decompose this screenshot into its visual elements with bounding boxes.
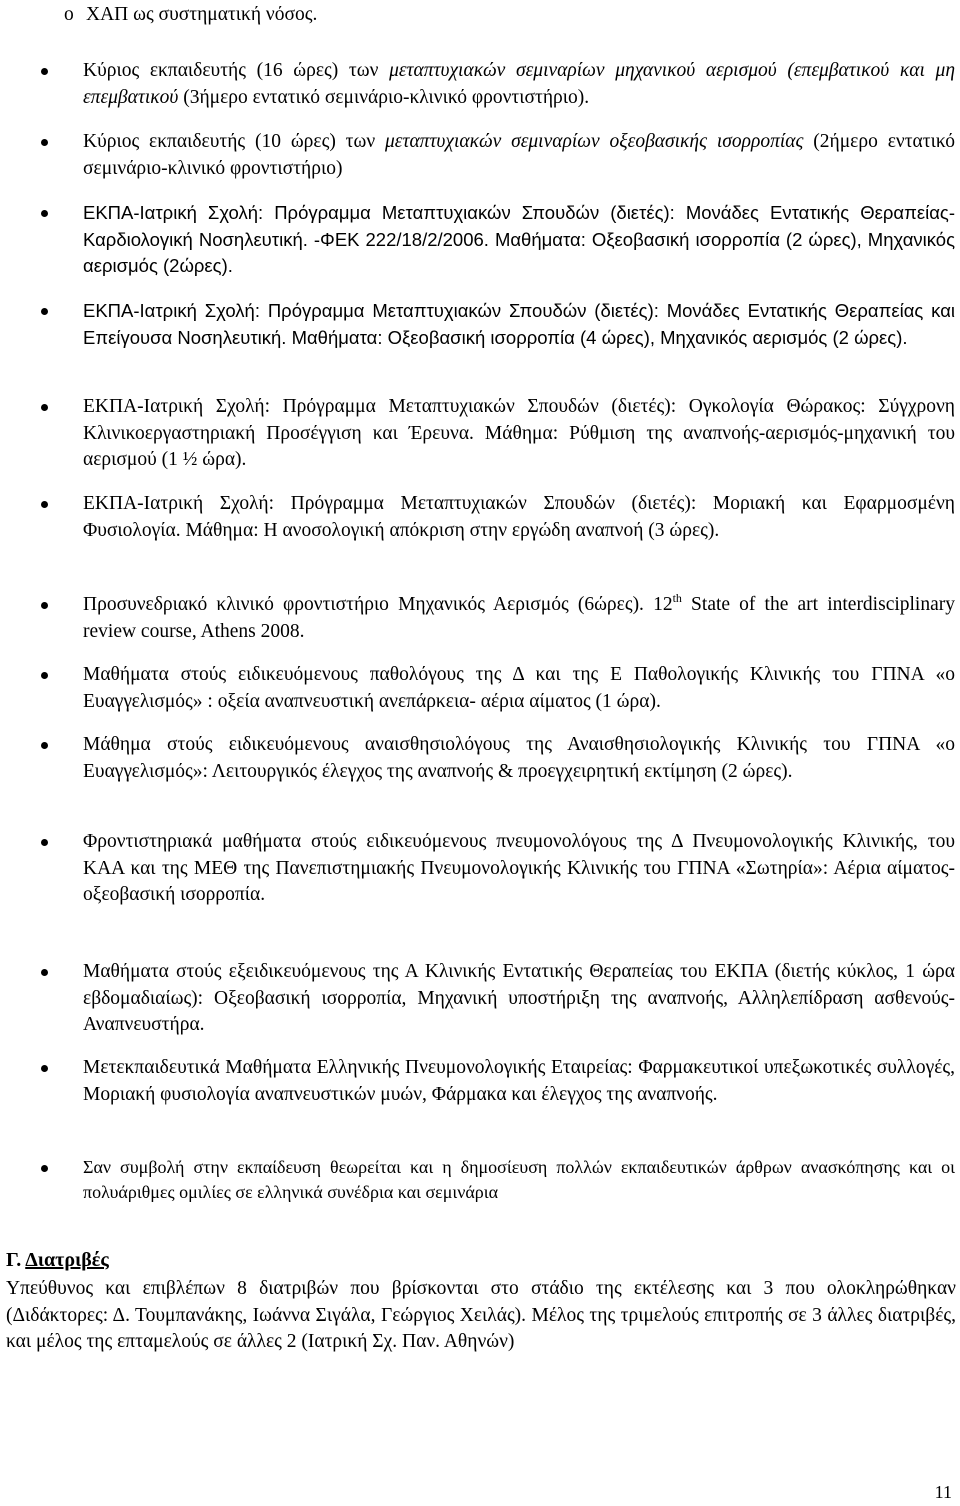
list-item: ΕΚΠΑ-Ιατρική Σχολή: Πρόγραμμα Μεταπτυχιακών Σπουδών (διετές): Μοριακή και Εφαρμοσμένη Φυσιολογία. Μάθημα: Η ανοσολογική απόκριση στην εργώδη αναπνοή (3 ώρες). xyxy=(83,491,955,544)
theses-paragraph: Υπεύθυνος και επιβλέπων 8 διατριβών που βρίσκονται στο στάδιο της εκτέλεσης και 3 που ολοκληρώθηκαν (Διδάκτορες: Δ. Τουμπανάκης, Ιωάννα Σιγάλα, Γεώργιος Χειλάς). Μέλος της τριμελούς επιτροπής σε 3 άλλες διατριβές, και μέλος της επταμελούς σε άλλες 2 (Ιατρική Σχ. Παν. Αθηνών) xyxy=(6,1278,956,1352)
section-title: Διατριβές xyxy=(25,1249,109,1271)
bullet-icon xyxy=(41,404,48,411)
list-item: Μαθήματα στούς εξειδικευόμενους της Α Κλινικής Εντατικής Θεραπείας του ΕΚΠΑ (διετής κύκλος, 1 ώρα εβδομαδιαίως): Οξεοβασική ισορροπία, Μηχανική υποστήριξη της αναπνοής, Αλληλεπίδραση ασθενούς- Αναπνευστήρα. xyxy=(83,959,955,1039)
circle-bullet-marker: o xyxy=(64,4,74,25)
bullet-icon xyxy=(41,1065,48,1072)
bullet-icon xyxy=(41,1165,48,1172)
bullet-icon xyxy=(41,602,48,609)
bullet-icon xyxy=(41,139,48,146)
list-item: ΕΚΠΑ-Ιατρική Σχολή: Πρόγραμμα Μεταπτυχιακών Σπουδών (διετές): Μονάδες Εντατικής Θεραπείας-Καρδιολογική Νοσηλευτική. -ΦΕΚ 222/18/2/2006. Μαθήματα: Οξεοβασική ισορροπία (2 ώρες), Μηχανικός αερισμός (2ώρες). xyxy=(83,200,955,280)
page-number: 11 xyxy=(934,1482,952,1502)
bullet-icon xyxy=(41,839,48,846)
bullet-icon xyxy=(41,210,48,217)
emphasized-text: μεταπτυχιακών σεμιναρίων μηχανικού αερισμού (επεμβατικού και μη επεμβατικού xyxy=(83,60,956,108)
bullet-icon xyxy=(41,501,48,508)
bullet-icon xyxy=(41,672,48,679)
bullet-icon xyxy=(41,742,48,749)
bullet-icon xyxy=(41,308,48,315)
section-prefix: Γ. xyxy=(6,1249,22,1271)
superscript: th xyxy=(672,591,682,605)
bullet-icon xyxy=(41,969,48,976)
list-item: Μετεκπαιδευτικά Μαθήματα Ελληνικής Πνευμονολογικής Εταιρείας: Φαρμακευτικοί υπεξωκοτικές συλλογές, Μοριακή φυσιολογία αναπνευστικών μυών, Φάρμακα και έλεγχος της αναπνοής. xyxy=(83,1055,955,1108)
list-item: Σαν συμβολή στην εκπαίδευση θεωρείται και η δημοσίευση πολλών εκπαιδευτικών άρθρων ανασκόπησης και οι πολυάριθμες ομιλίες σε ελληνικά συνέδρια και σεμινάρια xyxy=(83,1155,955,1205)
list-item: Μάθημα στούς ειδικευόμενους αναισθησιολόγους της Αναισθησιολογικής Κλινικής του ΓΠΝΑ «ο Ευαγγελισμός»: Λειτουργικός έλεγχος της αναπνοής & προεγχειρητική εκτίμηση (2 ώρες). xyxy=(83,732,955,785)
sub-item-text: ΧΑΠ ως συστηματική νόσος. xyxy=(86,4,318,25)
section-heading xyxy=(6,1247,109,1274)
list-item: Κύριος εκπαιδευτής (10 ώρες) των μεταπτυχιακών σεμιναρίων οξεοβασικής ισορροπίας (2ήμερο εντατικό σεμινάριο-κλινικό φροντιστήριο) xyxy=(83,129,955,182)
bullet-icon xyxy=(41,68,48,75)
list-item: Φροντιστηριακά μαθήματα στούς ειδικευόμενους πνευμονολόγους της Δ Πνευμονολογικής Κλινικής, του ΚΑΑ και της ΜΕΘ της Πανεπιστημιακής Πνευμονολογικής Κλινικής του ΓΠΝΑ «Σωτηρία»: Αέρια αίματος-οξεοβασική ισορροπία. xyxy=(83,829,955,909)
list-item: Μαθήματα στούς ειδικευόμενους παθολόγους της Δ και της Ε Παθολογικής Κλινικής του ΓΠΝΑ «ο Ευαγγελισμός» : οξεία αναπνευστική ανεπάρκεια- αέρια αίματος (1 ώρα). xyxy=(83,662,955,715)
list-item: Προσυνεδριακό κλινικό φροντιστήριο Μηχανικός Αερισμός (6ώρες). 12th State of the art interdisciplinary review course, Athens 2008. xyxy=(83,592,955,645)
emphasized-text: μεταπτυχιακών σεμιναρίων οξεοβασικής ισορροπίας xyxy=(385,131,804,152)
list-item: Κύριος εκπαιδευτής (16 ώρες) των μεταπτυχιακών σεμιναρίων μηχανικού αερισμού (επεμβατικού και μη επεμβατικού (3ήμερο εντατικό σεμινάριο-κλινικό φροντιστήριο). xyxy=(83,58,955,111)
sub-list-item xyxy=(64,2,946,29)
list-item: ΕΚΠΑ-Ιατρική Σχολή: Πρόγραμμα Μεταπτυχιακών Σπουδών (διετές): Μονάδες Εντατικής Θεραπείας και Επείγουσα Νοσηλευτική. Μαθήματα: Οξεοβασική ισορροπία (4 ώρες), Μηχανικός αερισμός (2 ώρες). xyxy=(83,298,955,351)
list-item: ΕΚΠΑ-Ιατρική Σχολή: Πρόγραμμα Μεταπτυχιακών Σπουδών (διετές): Ογκολογία Θώρακος: Σύγχρονη Κλινικοεργαστηριακή Προσέγγιση και Έρευνα. Μάθημα: Ρύθμιση της αναπνοής-αερισμός-μηχανική του αερισμού (1 ½ ώρα). xyxy=(83,394,955,474)
